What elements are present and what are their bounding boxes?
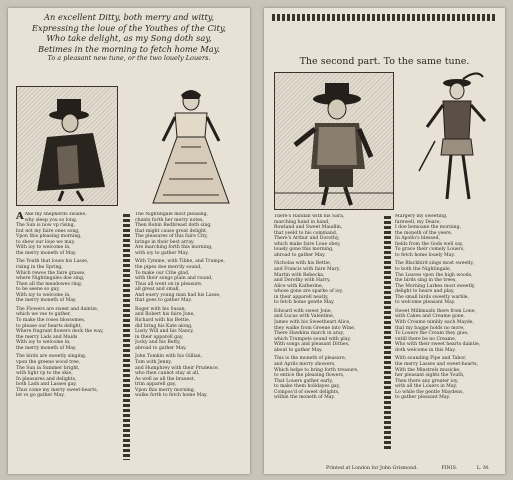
verse-line: Lusty Will and his Nancy, <box>135 329 194 335</box>
verse-line: doth welcome in this May. <box>395 347 456 353</box>
verse-line: With ioy to welcome in, <box>16 245 71 251</box>
verse-line: The Sun in Summer bright, <box>16 365 80 371</box>
woodcut-lady-right <box>140 86 242 206</box>
verse-line: chants forth her merry notes, <box>135 217 204 223</box>
verse-line: Margery my sweeting, <box>395 214 448 219</box>
verse-line: her pleasant sights the Youth, <box>395 373 465 379</box>
verse-line: Then Robin Redbreast doth sing, <box>135 223 212 229</box>
verse-line: With ioy to welcome in, <box>16 292 71 298</box>
verse-line: where Nightingales doe sing, <box>16 276 85 282</box>
verse-line: and Robert his faire Jone, <box>135 312 195 318</box>
verse-line: but not my faire ones song, <box>16 228 80 234</box>
woodcut-gallant <box>412 70 500 208</box>
stanza <box>135 307 245 351</box>
verse-line: they walke from Greene into Wine, <box>274 325 356 331</box>
verse-column-left <box>16 212 120 464</box>
verse-line: Where fragrant flowers deck the way, <box>16 329 104 335</box>
title-line: Expressing the loue of the Youthes of the City, <box>31 22 227 33</box>
verse-line: within the moneth of May. <box>274 395 335 401</box>
verse-line: to fetch home gentle May. <box>274 300 335 306</box>
verse-line: This is the moneth of pleasure, <box>274 356 347 362</box>
verse-line: To make our Citie glad, <box>135 270 190 276</box>
verse-line: Rowland and Sweet Maudlin, <box>274 225 343 231</box>
verse-line: delight to heare and play, <box>395 289 455 295</box>
stanza <box>395 309 501 353</box>
verse-line: the merry moneth of May. <box>16 345 77 351</box>
verse-line: who then cannot stay at all, <box>135 371 200 377</box>
verse-line: let vs go gather May. <box>16 393 65 399</box>
verse-line: Alice with Katherine, <box>274 283 324 289</box>
verse-line: The Flowers are sweet and daintie, <box>16 306 99 312</box>
verse-line: Vpon this pleasing morning, <box>16 234 82 240</box>
gallant-with-feathered-hat-illustration <box>413 71 499 207</box>
verse-line: the merry moneth of May. <box>16 250 77 256</box>
verse-line: Then all the meadowes ring, <box>16 281 83 287</box>
imprint: Printed at London for John Grismond. <box>326 466 418 471</box>
verse-line: to make them holidayes gay, <box>274 384 341 390</box>
verse-line: James with his Sweetheart Alice, <box>274 320 351 326</box>
stanza <box>135 212 245 256</box>
verse-line: With songs and pleasant Ditties, <box>274 342 350 348</box>
verse-line: to both the Nightingale, <box>395 267 452 273</box>
verse-line: The Morning Larkes most sweetly, <box>395 283 476 289</box>
tune-line: To a pleasant new tune, or the two louely Louers. <box>47 54 211 63</box>
verse-line: which make faire Loue obey, <box>274 241 341 247</box>
verse-line: the birds sing in the trees, <box>395 278 457 284</box>
verse-line: With the Minstrels musicke, <box>395 367 461 373</box>
verse-line: Which rewes the faire grasse, <box>16 270 86 276</box>
verse-line: With sounding Pipe and Tabor, <box>395 356 467 362</box>
verse-line: Who with their sweet hearts daintie, <box>395 342 481 348</box>
verse-line: that goes to gather May. <box>135 298 192 304</box>
verse-line: to entice the pleasing flowers, <box>274 373 345 379</box>
ballad-title <box>8 12 250 63</box>
verse-line: As well as all the brauest, <box>135 376 196 382</box>
verse-line: To grace their comely Louers, <box>395 247 465 253</box>
verse-line: the merry moneth of May. <box>16 298 77 304</box>
verse-line: and Dorothy with Harry, <box>274 278 331 284</box>
verse-line: The Youth that loues his Lasse, <box>16 259 89 265</box>
stanza <box>274 309 382 353</box>
verse-line: marching hand in hand, <box>274 219 330 225</box>
verse-line: Thus all went on in pleasure, <box>135 281 203 287</box>
verse-line: why sleep you so long, <box>24 217 78 223</box>
verse-line: In pleasures and delights, <box>16 376 77 382</box>
stanza <box>135 259 245 303</box>
stanza <box>274 214 382 258</box>
verse-line: walke forth to fetch home May. <box>135 393 208 399</box>
verse-text: Ake my shepherds swaine, <box>24 212 87 217</box>
stanza <box>274 261 382 305</box>
verse-line: both Lads and Lasses gay, <box>16 382 77 388</box>
ornamental-divider <box>384 216 391 450</box>
verse-line: Compos'd of sweet delights, <box>274 389 340 395</box>
finis-mark: FINIS. <box>441 466 458 471</box>
verse-line: There's Randall with his Sara, <box>274 214 345 219</box>
stanza <box>395 261 501 305</box>
imprint-footer <box>276 466 497 471</box>
verse-line: That Louers gather early, <box>274 378 334 384</box>
stanza <box>16 307 120 351</box>
verse-line: to welcome pleasant May. <box>395 300 456 306</box>
verse-line: Tom with Jenny, <box>135 359 172 365</box>
verse-line: whose gone are sparke of ioy, <box>274 289 343 295</box>
stanza <box>135 354 245 398</box>
verse-line: did bring his Kate along, <box>135 323 193 329</box>
ornamental-divider <box>123 214 130 460</box>
verse-line: There Hawkins march in aray, <box>274 331 345 337</box>
ornamental-border <box>272 14 497 21</box>
verse-line: With Tymme, with Tibbe, and Trumpe, <box>135 259 225 265</box>
verse-line: to please our hearts delight, <box>16 323 82 329</box>
drop-cap: A <box>16 212 24 222</box>
verse-line: in their apparell gay, <box>135 334 184 340</box>
verse-line: trim apparell gay, <box>135 382 177 388</box>
verse-line: fields from the Gods well say, <box>395 241 464 247</box>
verse-line: Thus come my merry sweet-hearts, <box>16 387 99 393</box>
verse-line: The Sun is now vp rising, <box>16 223 75 229</box>
woodcut-man-in-hat <box>274 72 394 210</box>
verse-line: which Trumpets sound with play, <box>274 336 351 342</box>
verse-line: With Creame nimbly each Mayde, <box>395 320 474 326</box>
verse-line: Are marching forth this morning, <box>135 245 213 251</box>
verse-line: I doe bemoane the morning, <box>395 225 461 231</box>
broadside-sheet-first-part <box>8 8 250 474</box>
verse-line: louely gone this morning, <box>274 247 334 253</box>
stanza <box>16 212 120 256</box>
verse-line: Jocky and his Betty, <box>135 340 181 346</box>
verse-line: that my bagge holds no more, <box>395 325 465 331</box>
verse-column-right <box>395 214 501 454</box>
verse-line: Which helpe to bring forth treasure, <box>274 367 359 373</box>
verse-line: Richard with his Bettie, <box>135 318 191 324</box>
verse-line: which we vse to gather, <box>16 312 72 318</box>
verse-column-right <box>135 212 245 464</box>
verse-line: John Tomkin with his Gillian, <box>135 354 203 360</box>
verse-line: vpon the greene wood tree, <box>16 359 81 365</box>
title-line: Who take delight, as my Song doth say, <box>46 33 212 44</box>
verse-line: farewell, my Deare, <box>395 219 441 225</box>
stanza <box>395 214 501 258</box>
verse-line: and Humphrey with their Prudence, <box>135 365 220 371</box>
verse-line: in their apparell neatly, <box>274 294 329 300</box>
verse-line: Sweet Milkmaids there from Lone, <box>395 308 476 314</box>
verse-line: Edward with sweet Jone, <box>274 308 333 314</box>
lady-in-gown-illustration <box>141 87 241 205</box>
verse-line: with all the Louers in May, <box>395 384 458 390</box>
verse-line: rising in the Spring, <box>16 265 63 271</box>
verse-line: abroad to gather May. <box>274 252 326 258</box>
second-part-heading: The second part. To the same tune. <box>299 56 470 67</box>
verse-line: The birds are sweetly singing, <box>16 354 87 360</box>
verse-line: The pleasures of this faire City, <box>135 234 208 240</box>
stanza <box>274 356 382 400</box>
title-line: Betimes in the morning to fetch home May. <box>38 43 220 54</box>
cloaked-man-illustration <box>17 87 117 205</box>
stanza <box>395 356 501 400</box>
verse-line: Roger with his Susan, <box>135 306 187 312</box>
verse-line: and Lucas with Valentine, <box>274 314 335 320</box>
verse-line: all great and small, <box>135 287 180 293</box>
verse-line: The Blackbird sings most sweetly, <box>395 261 474 267</box>
verse-line: To make the roses blossomes, <box>16 318 86 324</box>
verse-line: The small birds sweetly warble, <box>395 294 469 300</box>
verse-line: with ioy to gather May. <box>135 250 189 256</box>
verse-line: about to gather May. <box>274 347 323 353</box>
verse-line: In Apollo's blessed, <box>395 236 441 242</box>
verse-line: and Aprils merry showers, <box>274 361 336 367</box>
verse-line: brings in their best array, <box>135 239 195 245</box>
verse-line: Lo while the gentle Maydens, <box>395 389 464 395</box>
verse-line: the merry Lads and Maids <box>16 334 78 340</box>
title-line: An excellent Ditty, both merry and witty, <box>43 12 215 22</box>
verse-line: Martin with Rebecka, <box>274 272 325 278</box>
verse-line: to shew our loue we may, <box>16 239 75 245</box>
woodcut-lovers-left <box>16 86 118 206</box>
verse-line: with light vp to the skie, <box>16 371 73 377</box>
verse-line: the moneth of the yeere, <box>395 230 453 236</box>
verse-line: Then there any greater ioy, <box>395 378 459 384</box>
verse-line: The Leaves vpon the high woods, <box>395 272 473 278</box>
verse-line: There's Arthur and Dorothy, <box>274 236 340 242</box>
verse-line: vntill there be no Creame, <box>395 336 457 342</box>
verse-line: to fetch home louely May. <box>395 252 455 258</box>
verse-line: Nicholas with his Bettie, <box>274 261 332 267</box>
stanza <box>16 259 120 303</box>
verse-line: And euery young man had his Lasse, <box>135 292 221 298</box>
verse-line: The Nightingale most pleasing, <box>135 212 209 217</box>
verse-line: To Louers the Cream they giue, <box>395 331 469 337</box>
verse-line: to gather pleasant May. <box>395 395 451 401</box>
verse-line: that might cause great delight, <box>135 228 208 234</box>
verse-column-left <box>274 214 382 454</box>
verse-line: that yeeld to his command, <box>274 230 338 236</box>
broadside-sheet-second-part <box>264 8 505 474</box>
verse-line: the merry Lasses and sweet-hearts, <box>395 361 479 367</box>
verse-line: with Cakes and Creame gone, <box>395 314 465 320</box>
man-in-hat-illustration <box>275 73 393 209</box>
verse-line: and Francis with faire Mary, <box>274 267 341 273</box>
verse-line: to be seene so gay, <box>16 287 60 293</box>
verse-line: abroad to gather May. <box>135 345 187 351</box>
verse-line: With ioy to welcome in, <box>16 340 71 346</box>
verse-line: with their songs plain and round, <box>135 276 213 282</box>
verse-line: Vpon this merry morning, <box>135 387 196 393</box>
verse-line: the pipes doe merrily sound, <box>135 265 202 271</box>
stanza <box>16 354 120 398</box>
printer-initials: L. M. <box>476 466 490 471</box>
